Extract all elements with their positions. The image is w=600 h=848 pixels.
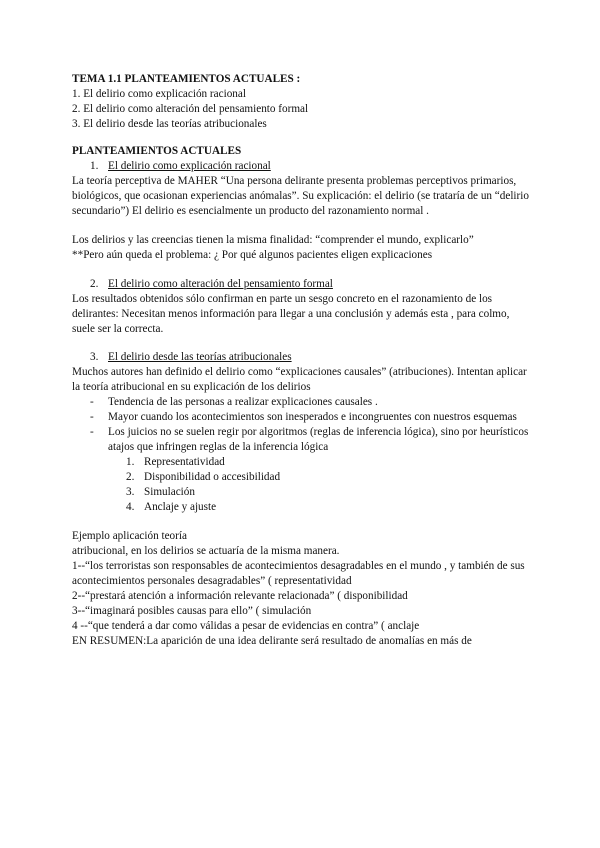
sublist-item: Representatividad [144, 456, 225, 468]
sublist-item: Simulación [144, 486, 195, 498]
sublist-item: Disponibilidad o accesibilidad [144, 471, 281, 483]
summary-line: EN RESUMEN:La aparición de una idea delirante será resultado de anomalías en más de [72, 635, 472, 647]
bullet-item: Mayor cuando los acontecimientos son inesperados e incongruentes con nuestros esquemas [108, 411, 517, 423]
paragraph-line: **Pero aún queda el problema: ¿ Por qué algunos pacientes eligen explicaciones [72, 249, 433, 261]
section-heading: PLANTEAMIENTOS ACTUALES [72, 145, 242, 157]
paragraph-line: Los delirios y las creencias tienen la misma finalidad: “comprender el mundo, explicarlo” [72, 234, 474, 246]
section-number: 3. [90, 351, 99, 363]
paragraph-line: 4 --“que tenderá a dar como válidas a pesar de evidencias en contra” ( anclaje [72, 620, 420, 632]
paragraph-line: 2--“prestará atención a información relevante relacionada” ( disponibilidad [72, 590, 408, 602]
sublist-number: 3. [126, 486, 135, 498]
paragraph-line: delirantes: Necesitan menos información para llegar a una conclusión y además esta , para colmo, [72, 308, 510, 320]
paragraph-line: La teoría perceptiva de MAHER “Una persona delirante presenta problemas perceptivos primarios, [72, 175, 517, 187]
paragraph-line: 1--“los terroristas son responsables de acontecimientos desagradables en el mundo , y también de sus [72, 560, 525, 572]
paragraph-line: secundario”) El delirio es esencialmente un producto del razonamiento normal . [72, 205, 429, 217]
sublist-number: 1. [126, 456, 135, 468]
bullet-mark: - [90, 396, 94, 408]
paragraph-line: Muchos autores han definido el delirio como “explicaciones causales” (atribuciones). Intentan aplicar [72, 366, 527, 378]
subsection-heading: El delirio como alteración del pensamiento formal [108, 278, 333, 290]
toc-item: 3. El delirio desde las teorías atribucionales [72, 118, 267, 130]
toc-item: 2. El delirio como alteración del pensamiento formal [72, 103, 309, 115]
bullet-item: Tendencia de las personas a realizar explicaciones causales . [108, 396, 378, 408]
subsection-heading: El delirio como explicación racional [108, 160, 271, 172]
paragraph-line: Los resultados obtenidos sólo confirman en parte un sesgo concreto en el razonamiento de los [72, 293, 493, 305]
sublist-number: 2. [126, 471, 135, 483]
sublist-number: 4. [126, 501, 135, 513]
bullet-mark: - [90, 426, 94, 438]
paragraph-line: biológicos, que ocasionan experiencias anómalas”. Su explicación: el delirio (se trataría de un “delirio [72, 190, 529, 202]
bullet-item-continuation: atajos que infringen reglas de la inferencia lógica [108, 441, 329, 453]
paragraph-line: acontecimientos personales desagradables” ( representatividad [72, 575, 352, 587]
bullet-item: Los juicios no se suelen regir por algoritmos (reglas de inferencia lógica), sino por heurísticos [108, 426, 529, 438]
section-number: 2. [90, 278, 99, 290]
sublist-item: Anclaje y ajuste [144, 501, 217, 513]
paragraph-line: la teoría atribucional en su explicación de los delirios [72, 381, 311, 393]
paragraph-line: Ejemplo aplicación teoría [72, 530, 187, 542]
bullet-mark: - [90, 411, 94, 423]
section-number: 1. [90, 160, 99, 172]
paragraph-line: atribucional, en los delirios se actuaría de la misma manera. [72, 545, 340, 557]
subsection-heading: El delirio desde las teorías atribucionales [108, 351, 292, 363]
paragraph-line: 3--“imaginará posibles causas para ello” ( simulación [72, 605, 312, 617]
document-title: TEMA 1.1 PLANTEAMIENTOS ACTUALES : [72, 73, 301, 85]
toc-item: 1. El delirio como explicación racional [72, 88, 246, 100]
paragraph-line: suele ser la correcta. [72, 323, 164, 335]
